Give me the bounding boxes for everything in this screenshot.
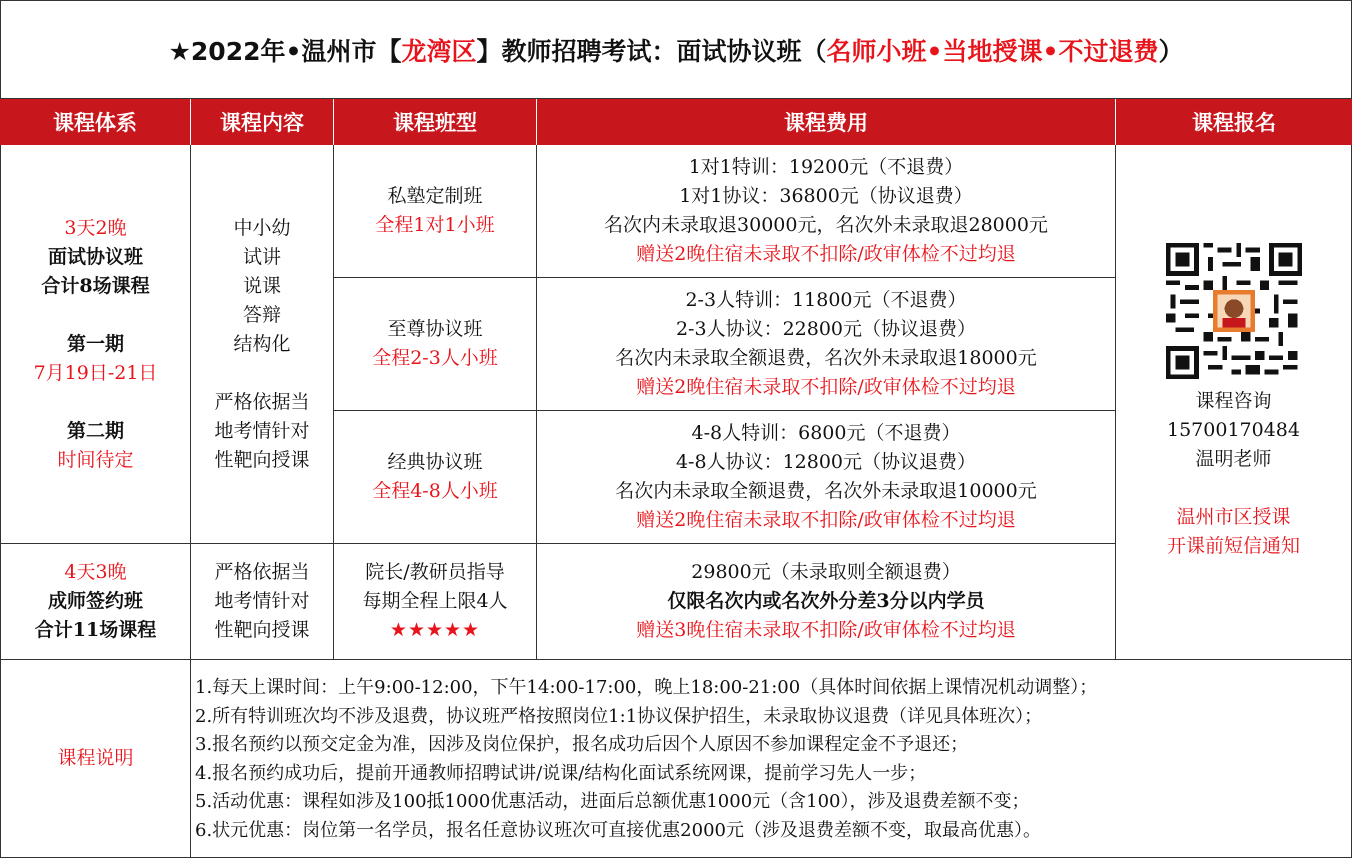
class-type-contract: 院长/教研员指导 每期全程上限4人 ★★★★★ <box>334 544 537 660</box>
header-signup: 课程报名 <box>1116 99 1352 145</box>
note-item: 5.活动优惠：课程如涉及100抵1000优惠活动，进面后总额优惠1000元（含100），涉及退费差额不变； <box>195 791 1030 812</box>
fee-private: 1对1特训：19200元（不退费） 1对1协议：36800元（协议退费） 名次内未录取退30000元，名次外未录取退28000元 赠送2晚住宿未录取不扣除/政审体检不过均退 <box>537 145 1116 278</box>
note-item: 4.报名预约成功后，提前开通教师招聘试讲/说课/结构化面试系统网课，提前学习先人一步； <box>195 762 927 784</box>
page-title: ★2022年•温州市【 龙湾区 】教师招聘考试：面试协议班（ 名师小班•当地授课•不过退费 ） <box>0 0 1352 99</box>
fee-classic: 4-8人特训：6800元（不退费） 4-8人协议：12800元（协议退费） 名次内未录取全额退费，名次外未录取退10000元 赠送2晚住宿未录取不扣除/政审体检不过均退 <box>537 411 1116 544</box>
qr-code-icon[interactable] <box>1166 243 1302 379</box>
class-type-classic: 经典协议班 全程4-8人小班 <box>334 411 537 544</box>
note-item: 6.状元优惠：岗位第一名学员，报名任意协议班次可直接优惠2000元（涉及退费差额不变，取最高优惠）。 <box>195 819 1041 841</box>
fee-premium: 2-3人特训：11800元（不退费） 2-3人协议：22800元（协议退费） 名次内未录取全额退费，名次外未录取退18000元 赠送2晚住宿未录取不扣除/政审体检不过均退 <box>537 278 1116 411</box>
note-item: 2.所有特训班次均不涉及退费，协议班严格按照岗位1:1协议保护招生，未录取协议退费（详见具体班次）； <box>195 705 1043 727</box>
header-system: 课程体系 <box>0 99 191 145</box>
class-type-private: 私塾定制班 全程1对1小班 <box>334 145 537 278</box>
course-notes-label: 课程说明 <box>0 660 191 858</box>
course-system-contract: 4天3晚 成师签约班 合计11场课程 <box>0 544 191 660</box>
phone-number[interactable]: 15700170484 <box>1167 419 1300 441</box>
class-type-premium: 至尊协议班 全程2-3人小班 <box>334 278 537 411</box>
note-item: 1.每天上课时间：上午9:00-12:00，下午14:00-17:00，晚上18:00-21:00（具体时间依据上课情况机动调整）； <box>195 677 1098 698</box>
course-notes <box>191 660 1352 858</box>
course-content-interview: 中小幼 试讲 说课 答辩 结构化 严格依据当 地考情针对 性靶向授课 <box>191 145 334 544</box>
note-item: 3.报名预约以预交定金为准，因涉及岗位保护，报名成功后因个人原因不参加课程定金不予退还； <box>195 734 969 755</box>
header-class-type: 课程班型 <box>334 99 537 145</box>
course-signup: 课程咨询 15700170484 温明老师 温州市区授课 开课前短信通知 <box>1116 145 1352 660</box>
rating-stars: ★★★★★ <box>389 619 481 641</box>
course-content-contract: 严格依据当 地考情针对 性靶向授课 <box>191 544 334 660</box>
header-fee: 课程费用 <box>537 99 1116 145</box>
course-system-interview: 3天2晚 面试协议班 合计8场课程 第一期 7月19日-21日 第二期 时间待定 <box>0 145 191 544</box>
fee-contract: 29800元（未录取则全额退费） 仅限名次内或名次外分差3分以内学员 赠送3晚住宿未录取不扣除/政审体检不过均退 <box>537 544 1116 660</box>
header-content: 课程内容 <box>191 99 334 145</box>
